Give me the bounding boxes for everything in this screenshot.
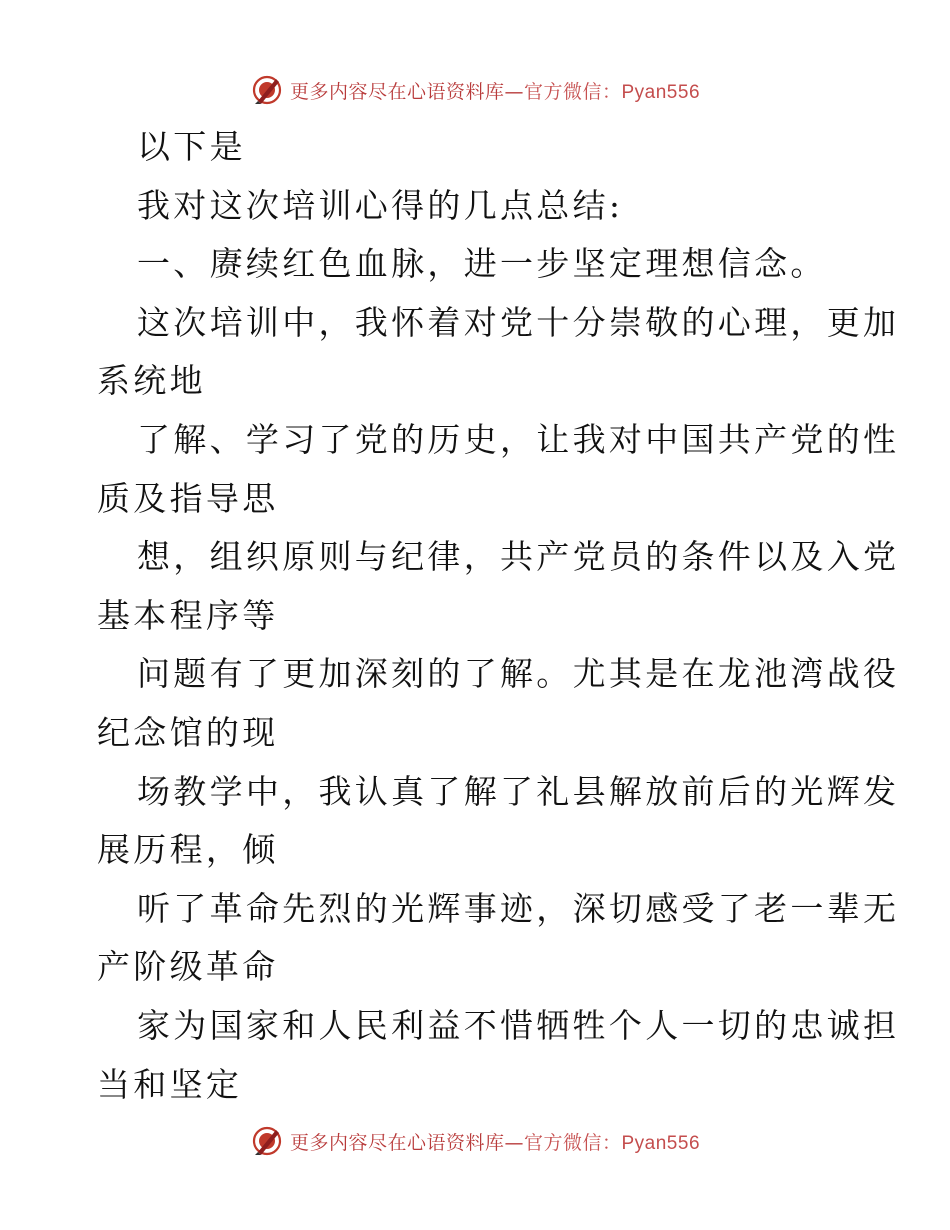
body-text-line: 这次培训中，我怀着对党十分崇敬的心理，更加: [137, 302, 900, 342]
body-text-line: 系统地: [97, 361, 206, 401]
body-text-line: 场教学中，我认真了解了礼县解放前后的光辉发: [137, 771, 900, 811]
footer-banner: [0, 1121, 950, 1161]
pen-circle-logo-icon: [250, 1124, 284, 1158]
body-text-line: 展历程，倾: [97, 830, 279, 870]
header-text-wechat: 官方微信：: [523, 80, 622, 103]
body-text-line: 我对这次培训心得的几点总结:: [137, 185, 624, 225]
body-text-line: 一、赓续红色血脉，进一步坚定理想信念。: [137, 244, 827, 284]
footer-text: [290, 1128, 700, 1155]
footer-text-wechat: 官方微信：: [523, 1131, 622, 1154]
footer-text-id: Pyan556: [621, 1132, 701, 1154]
header-banner: [0, 70, 950, 110]
footer-text-separator: —: [504, 1131, 524, 1154]
header-text-id: Pyan556: [621, 81, 701, 103]
body-text-line: 问题有了更加深刻的了解。尤其是在龙池湾战役: [137, 654, 900, 694]
header-text-separator: —: [504, 80, 524, 103]
pen-circle-logo-icon: [250, 73, 284, 107]
body-text-line: 以下是: [137, 127, 246, 166]
document-body: [97, 118, 900, 1114]
body-text-line: 听了革命先烈的光辉事迹，深切感受了老一辈无: [137, 888, 900, 928]
footer-text-main: 更多内容尽在心语资料库: [289, 1131, 505, 1154]
header-text: [290, 77, 700, 104]
body-text-line: 纪念馆的现: [97, 712, 279, 752]
body-text-line: 产阶级革命: [97, 947, 279, 987]
body-text-line: 当和坚定: [97, 1064, 243, 1104]
body-text-line: 家为国家和人民利益不惜牺牲个人一切的忠诚担: [137, 1005, 900, 1045]
body-text-line: 质及指导思: [97, 478, 279, 518]
body-text-line: 想，组织原则与纪律，共产党员的条件以及入党: [137, 537, 900, 577]
body-text-line: 了解、学习了党的历史，让我对中国共产党的性: [137, 419, 900, 459]
body-text-line: 基本程序等: [97, 595, 279, 635]
header-text-main: 更多内容尽在心语资料库: [289, 80, 505, 103]
